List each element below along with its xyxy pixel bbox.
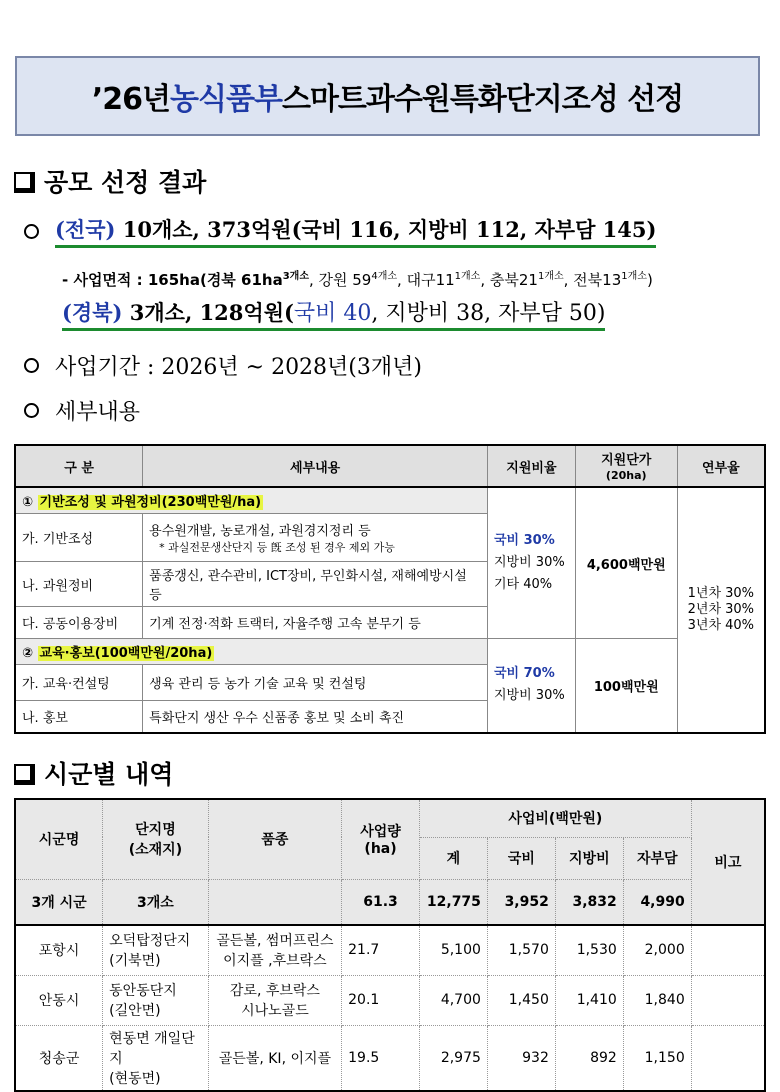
section-heading-text: 시군별 내역 <box>44 760 174 789</box>
area-gw-sup: 4개소 <box>371 271 398 282</box>
cell-pumjong <box>208 925 341 975</box>
cell-jibang: 1,410 <box>555 975 623 1025</box>
cell-bigo <box>691 1025 765 1091</box>
cell-sigun: 포항시 <box>15 925 103 975</box>
th-price-unit: (20ha) <box>605 469 647 482</box>
yearly-3: 3년차 40% <box>687 617 755 633</box>
row-name: 나. 과원정비 <box>15 562 143 607</box>
cell-danji <box>103 975 209 1025</box>
th-jibang: 지방비 <box>555 837 623 879</box>
row-detail-note: * 과실전문생산단지 등 旣 조성 된 경우 제외 가능 <box>159 541 395 554</box>
category-2-number: ② <box>22 646 38 661</box>
row-detail: 기계 전정·적화 트랙터, 자율주행 고속 분무기 등 <box>143 607 488 639</box>
area-cb-sup: 1개소 <box>537 271 564 282</box>
th-amount-unit: (ha) <box>364 841 397 858</box>
th-sigun: 시군명 <box>15 799 103 879</box>
rate-cell-2 <box>488 639 576 733</box>
cell-gukbi: 932 <box>487 1025 555 1091</box>
yearly-cell <box>677 487 765 733</box>
cell-total: 4,700 <box>419 975 487 1025</box>
checkbox-square-icon <box>14 764 32 782</box>
th-total: 계 <box>419 837 487 879</box>
cell-pumjong <box>208 975 341 1025</box>
th-danji <box>103 799 209 879</box>
national-summary <box>24 214 656 248</box>
cell-danji <box>103 1025 209 1091</box>
details-text: 세부내용 <box>55 400 141 425</box>
table-row <box>15 1025 765 1091</box>
th-danji-label: 단지명 <box>135 822 176 839</box>
gb-rest: , 지방비 38, 자부담 50) <box>371 301 606 326</box>
rate2-gukbi: 국비 70% <box>494 666 555 682</box>
cell-total: 2,975 <box>419 1025 487 1091</box>
circle-bullet-icon <box>24 403 39 418</box>
th-category: 구 분 <box>15 445 143 487</box>
th-amount <box>342 799 420 879</box>
category-2-name: 교육·홍보(100백만원/20ha) <box>39 646 213 661</box>
cell-bigo <box>691 975 765 1025</box>
national-region: (전국) <box>55 217 116 242</box>
cell-amount: 21.7 <box>342 925 420 975</box>
circle-bullet-icon <box>24 224 39 239</box>
section-heading-results <box>14 163 206 199</box>
cell-danji <box>103 925 209 975</box>
th-price-label: 지원단가 <box>601 453 652 468</box>
cell-pumjong <box>208 1025 341 1091</box>
cell-sigun: 안동시 <box>15 975 103 1025</box>
sum-total: 12,775 <box>419 879 487 925</box>
area-cb: , 충북21 <box>480 271 538 289</box>
cell-gukbi: 1,570 <box>487 925 555 975</box>
area-dg: , 대구11 <box>397 271 455 289</box>
area-gb-sup: 3개소 <box>282 271 309 282</box>
area-jb: , 전북13 <box>563 271 622 289</box>
cell-danji-name: 동안동단지 <box>109 983 177 999</box>
area-line <box>62 267 653 290</box>
area-tail: ) <box>646 271 653 289</box>
gb-gukbi: 국비 40 <box>293 301 372 326</box>
section-heading-breakdown <box>14 755 173 791</box>
category-2 <box>15 639 488 665</box>
cell-pumjong-2: 이지플 ,후브락스 <box>223 953 327 970</box>
cell-pumjong-1: 골든볼, 썸머프린스 <box>216 933 334 950</box>
sum-jabu: 4,990 <box>623 879 691 925</box>
period-line <box>24 350 422 381</box>
row-name: 가. 기반조성 <box>15 514 143 562</box>
title-ministry: 농식품부 <box>170 82 282 117</box>
yearly-1: 1년차 30% <box>687 585 755 601</box>
category-1-name: 기반조성 및 과원정비(230백만원/ha) <box>39 495 262 510</box>
cell-total: 5,100 <box>419 925 487 975</box>
cell-amount: 20.1 <box>342 975 420 1025</box>
row-name: 다. 공동이용장비 <box>15 607 143 639</box>
th-bigo: 비고 <box>691 799 765 925</box>
th-danji-sub: (소재지) <box>128 842 183 859</box>
rate1-etc: 기타 40% <box>494 577 553 592</box>
category-1 <box>15 487 488 514</box>
th-gukbi: 국비 <box>487 837 555 879</box>
cell-bigo <box>691 925 765 975</box>
section-heading-text: 공모 선정 결과 <box>44 168 207 197</box>
sum-amount: 61.3 <box>342 879 420 925</box>
row-detail <box>143 514 488 562</box>
th-price <box>575 445 677 487</box>
cell-pumjong-2: 시나노골드 <box>241 1003 309 1019</box>
circle-bullet-icon <box>24 358 39 373</box>
cell-pumjong-1: 감로, 후브락스 <box>229 983 320 999</box>
th-jabu: 자부담 <box>623 837 691 879</box>
cell-danji-loc: (현동면) <box>109 1070 161 1087</box>
cell-jibang: 1,530 <box>555 925 623 975</box>
row-name: 가. 교육·컨설팅 <box>15 665 143 701</box>
table-row <box>15 925 765 975</box>
checkbox-square-icon <box>14 172 32 190</box>
cell-sigun: 청송군 <box>15 1025 103 1091</box>
row-detail: 생육 관리 등 농가 기술 교육 및 컨설팅 <box>143 665 488 701</box>
title-rest: 스마트과수원특화단지조성 선정 <box>281 82 684 117</box>
cell-jabu: 2,000 <box>623 925 691 975</box>
cell-jabu: 1,840 <box>623 975 691 1025</box>
sigun-breakdown-table <box>14 798 766 1092</box>
rate-cell-1 <box>488 487 576 639</box>
details-line <box>24 395 140 426</box>
price-cell-2: 100백만원 <box>575 639 677 733</box>
area-jb-sup: 1개소 <box>621 271 647 282</box>
rate2-jibang: 지방비 30% <box>494 688 565 704</box>
row-name: 나. 홍보 <box>15 701 143 733</box>
period-text: 사업기간 : 2026년 ~ 2028년(3개년) <box>55 355 422 380</box>
cell-pumjong-1: 골든볼, KI, 이지플 <box>218 1050 332 1067</box>
cell-jabu: 1,150 <box>623 1025 691 1091</box>
sum-danji: 3개소 <box>103 879 209 925</box>
th-detail: 세부내용 <box>143 445 488 487</box>
price-cell-1: 4,600백만원 <box>575 487 677 639</box>
row-detail-text: 용수원개발, 농로개설, 과원경지정리 등 <box>149 524 371 539</box>
th-cost: 사업비(백만원) <box>419 799 691 837</box>
row-detail: 특화단지 생산 우수 신품종 홍보 및 소비 촉진 <box>143 701 488 733</box>
sum-jibang: 3,832 <box>555 879 623 925</box>
table-row <box>15 975 765 1025</box>
yearly-2: 2년차 30% <box>687 601 755 617</box>
area-dg-sup: 1개소 <box>454 271 481 282</box>
gb-count: 3개소, 128억원( <box>122 300 294 325</box>
th-yearly: 연부율 <box>677 445 765 487</box>
gyeongbuk-summary <box>62 296 605 331</box>
th-amount-label: 사업량 <box>360 824 401 841</box>
category-1-number: ① <box>22 495 38 510</box>
national-text: 10개소, 373억원(국비 116, 지방비 112, 자부담 145) <box>115 217 657 242</box>
gb-region: (경북) <box>62 300 123 325</box>
title-prefix: ’26년 <box>91 82 171 117</box>
sum-gukbi: 3,952 <box>487 879 555 925</box>
row-detail: 품종갱신, 관수관비, ICT장비, 무인화시설, 재해예방시설 등 <box>143 562 488 607</box>
support-detail-table <box>14 444 766 734</box>
cell-gukbi: 1,450 <box>487 975 555 1025</box>
cell-danji-name: 오덕탑정단지 <box>109 933 191 950</box>
sum-sigun: 3개 시군 <box>15 879 103 925</box>
sum-pumjong <box>208 879 341 925</box>
cell-danji-loc: (기북면) <box>109 953 161 970</box>
area-gw: , 강원 59 <box>308 271 372 289</box>
rate1-gukbi: 국비 30% <box>494 533 555 548</box>
rate1-jibang: 지방비 30% <box>494 555 565 570</box>
page-title <box>15 56 760 136</box>
area-lead: - 사업면적 : 165ha(경북 61ha <box>62 271 283 289</box>
cell-jibang: 892 <box>555 1025 623 1091</box>
th-rate: 지원비율 <box>488 445 576 487</box>
cell-amount: 19.5 <box>342 1025 420 1091</box>
cell-danji-name: 현동면 개일단지 <box>109 1030 195 1067</box>
cell-danji-loc: (길안면) <box>109 1003 161 1019</box>
th-pumjong: 품종 <box>208 799 341 879</box>
